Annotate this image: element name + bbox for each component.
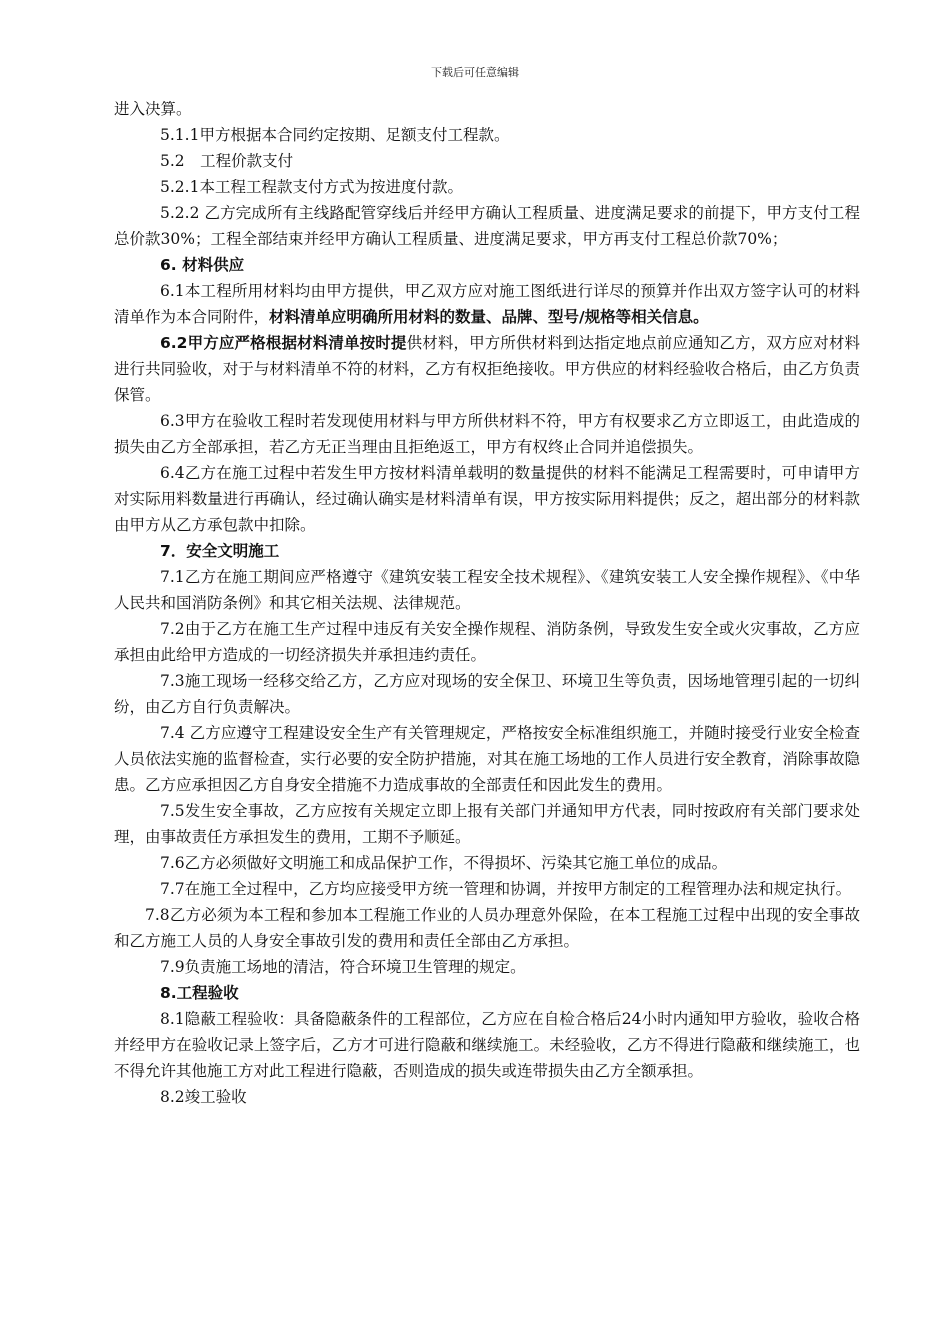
paragraph: 7.5发生安全事故，乙方应按有关规定立即上报有关部门并通知甲方代表，同时按政府有关部门要求处理，由事故责任方承担发生的费用，工期不予顺延。 xyxy=(114,802,860,846)
paragraph: 7.6乙方必须做好文明施工和成品保护工作，不得损坏、污染其它施工单位的成品。 xyxy=(160,854,728,872)
section-heading: 6. 材料供应 xyxy=(160,256,245,274)
paragraph: 5.2.1本工程工程款支付方式为按进度付款。 xyxy=(160,178,463,196)
paragraph: 6.3甲方在验收工程时若发现使用材料与甲方所供材料不符，甲方有权要求乙方立即返工，由此造成的损失由乙方全部承担，若乙方无正当理由且拒绝返工，甲方有权终止合同并追偿损失。 xyxy=(114,412,860,456)
paragraph-text: 供材料，甲方所供材料到达指定地点前应通知乙方，双方应对材料进行共同验收，对于与材料清单不符的材料，乙方有权拒绝接收。甲方供应的材料经验收合格后，由乙方负责保管。 xyxy=(114,334,860,404)
bold-text: 材料清单应明确所用材料的数量、品牌、型号/规格等相关信息。 xyxy=(269,308,709,326)
paragraph: 5.2.2 乙方完成所有主线路配管穿线后并经甲方确认工程质量、进度满足要求的前提下，甲方支付工程总价款30%；工程全部结束并经甲方确认工程质量、进度满足要求，甲方再支付工程总价款70%； xyxy=(114,204,860,248)
paragraph: 5.1.1甲方根据本合同约定按期、足额支付工程款。 xyxy=(160,126,510,144)
paragraph: 7.7在施工全过程中，乙方均应接受甲方统一管理和协调，并按甲方制定的工程管理办法和规定执行。 xyxy=(160,880,852,898)
paragraph: 7.9负责施工场地的清洁，符合环境卫生管理的规定。 xyxy=(160,958,526,976)
paragraph: 7.3施工现场一经移交给乙方，乙方应对现场的安全保卫、环境卫生等负责，因场地管理引起的一切纠纷，由乙方自行负责解决。 xyxy=(114,672,860,716)
paragraph: 8.2竣工验收 xyxy=(160,1088,247,1106)
paragraph: 5.2 工程价款支付 xyxy=(160,152,294,170)
paragraph: 7.2由于乙方在施工生产过程中违反有关安全操作规程、消防条例，导致发生安全或火灾事故，乙方应承担由此给甲方造成的一切经济损失并承担违约责任。 xyxy=(114,620,860,664)
paragraph-text: 6.1本工程所用材料均由甲方提供，甲乙双方应对施工图纸进行详尽的预算并作出双方签字认可的材料清单作为本合同附件， xyxy=(114,282,860,326)
paragraph: 7.4 乙方应遵守工程建设安全生产有关管理规定，严格按安全标准组织施工，并随时接受行业安全检查人员依法实施的监督检查，实行必要的安全防护措施，对其在施工场地的工作人员进行安全教育，消除事故隐患。乙方应承担因乙方自身安全措施不力造成事故的全部责任和因此发生的费用。 xyxy=(114,724,860,794)
bold-text: 6.2甲方应严格根据材料清单按时提 xyxy=(160,334,407,352)
section-heading: 8.工程验收 xyxy=(160,984,239,1002)
paragraph: 7.1乙方在施工期间应严格遵守《建筑安装工程安全技术规程》、《建筑安装工人安全操作规程》、《中华人民共和国消防条例》和其它相关法规、法律规范。 xyxy=(114,568,860,612)
paragraph: 7.8乙方必须为本工程和参加本工程施工作业的人员办理意外保险，在本工程施工过程中出现的安全事故和乙方施工人员的人身安全事故引发的费用和责任全部由乙方承担。 xyxy=(114,906,860,950)
paragraph: 进入决算。 xyxy=(114,100,192,118)
paragraph: 8.1隐蔽工程验收：具备隐蔽条件的工程部位，乙方应在自检合格后24小时内通知甲方验收，验收合格并经甲方在验收记录上签字后，乙方才可进行隐蔽和继续施工。未经验收，乙方不得进行隐蔽和继续施工，也不得允许其他施工方对此工程进行隐蔽，否则造成的损失或连带损失由乙方全额承担。 xyxy=(114,1010,860,1080)
document-body xyxy=(114,96,860,1110)
page-header: 下载后可任意编辑 xyxy=(431,66,519,79)
paragraph xyxy=(114,278,860,330)
section-heading: 7．安全文明施工 xyxy=(160,542,280,560)
paragraph: 6.4乙方在施工过程中若发生甲方按材料清单载明的数量提供的材料不能满足工程需要时，可申请甲方对实际用料数量进行再确认，经过确认确实是材料清单有误，甲方按实际用料提供；反之，超出部分的材料款由甲方从乙方承包款中扣除。 xyxy=(114,464,860,534)
paragraph xyxy=(114,330,860,408)
